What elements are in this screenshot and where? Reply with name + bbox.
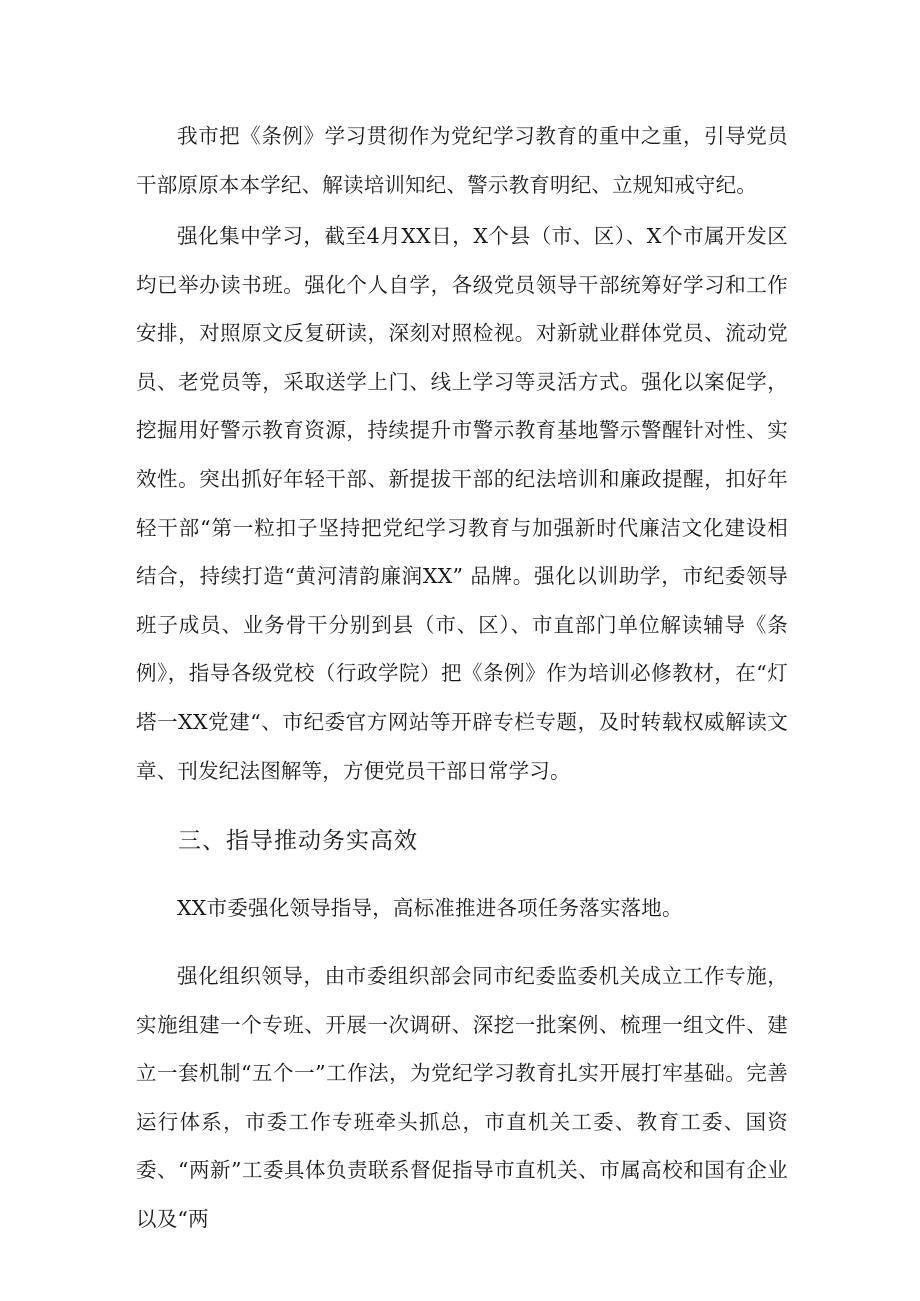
paragraph-leadership-guidance: XX市委强化领导指导，高标准推进各项任务落实落地。 bbox=[177, 896, 683, 920]
paragraph-study-regulations: 我市把《条例》学习贯彻作为党纪学习教育的重中之重，引导党员干部原原本本学纪、解读培训知纪、警示教育明纪、立规知戒守纪。 bbox=[136, 124, 788, 197]
paragraph-centralized-study: 强化集中学习，截至4月XX日，X个县（市、区）、X个市属开发区均已举办读书班。强化个人自学，各级党员领导干部统筹好学习和工作安排，对照原文反复研读，深刻对照检视。对新就业群体党员、流动党员、老党员等，采取送学上门、线上学习等灵活方式。强化以案促学，挖掘用好警示教育资源，持续提升市警示教育基地警示警醒针对性、实效性。突出抓好年轻干部、新提拔干部的纪法培训和廉政提醒，扣好年轻干部“第一粒扣子坚持把党纪学习教育与加强新时代廉洁文化建设相结合，持续打造“黄河清韵廉润XX” 品牌。强化以训助学，市纪委领导班子成员、业务骨干分别到县（市、区）、市直部门单位解读辅导《条例》，指导各级党校（行政学院）把《条例》作为培训必修教材，在“灯塔一XX党建“、市纪委官方网站等开辟专栏专题，及时转载权威解读文章、刊发纪法图解等，方便党员干部日常学习。 bbox=[136, 224, 788, 783]
section-heading-three: 三、指导推动务实高效 bbox=[178, 828, 418, 854]
paragraph-organizational-leadership: 强化组织领导，由市委组织部会同市纪委监委机关成立工作专施，实施组建一个专班、开展一次调研、深挖一批案例、梳理一组文件、建立一套机制“五个一”工作法，为党纪学习教育扎实开展打牢基础。完善运行体系，市委工作专班牵头抓总，市直机关工委、教育工委、国资委、“两新”工委具体负责联系督促指导市直机关、市属高校和国有企业以及“两 bbox=[136, 964, 788, 1231]
